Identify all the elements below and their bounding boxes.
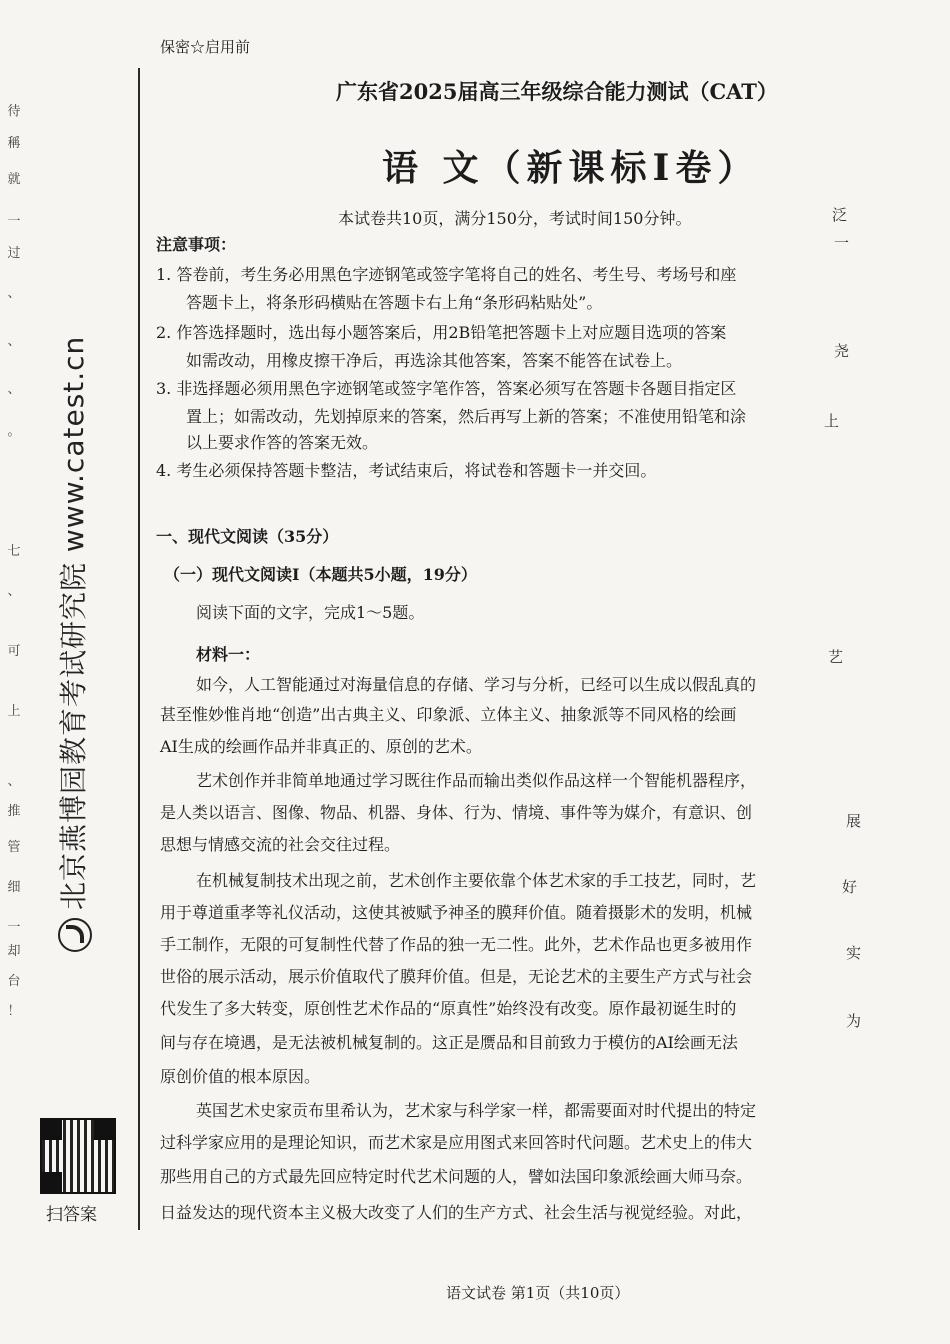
confidential-mark: 保密☆启用前 xyxy=(160,38,251,56)
passage-line: 如今，人工智能通过对海量信息的存储、学习与分析，已经可以生成以假乱真的 xyxy=(196,675,757,694)
passage-line: 在机械复制技术出现之前，艺术创作主要依靠个体艺术家的手工技艺，同时，艺 xyxy=(196,871,757,890)
passage-line: 是人类以语言、图像、物品、机器、身体、行为、情境、事件等为媒介，有意识、创 xyxy=(160,803,753,822)
right-edge-fragment: 好 xyxy=(842,878,858,896)
passage-line: 代发生了多大转变，原创性艺术作品的“原真性”始终没有改变。原作最初诞生时的 xyxy=(160,999,737,1018)
material-label: 材料一： xyxy=(196,645,261,664)
notes-item-2: 2. 作答选择题时，选出每小题答案后，用2B铅笔把答题卡上对应题目选项的答案 xyxy=(156,323,727,342)
left-edge-fragment: 可 xyxy=(7,644,21,659)
notes-item-3: 3. 非选择题必须用黑色字迹钢笔或签字笔作答，答案必须写在答题卡各题目指定区 xyxy=(156,379,737,398)
right-edge-fragment: 泛 xyxy=(832,206,848,224)
left-edge-fragment: ！ xyxy=(7,1004,21,1019)
left-edge-fragment: 、 xyxy=(7,286,21,301)
left-edge-fragment: 推 xyxy=(7,804,21,819)
left-edge-fragment: 上 xyxy=(7,704,21,719)
left-edge-fragment: 、 xyxy=(7,334,21,349)
institute-logo-icon xyxy=(58,918,92,952)
passage-line: 用于尊道重孝等礼仪活动，这使其被赋予神圣的膜拜价值。随着摄影术的发明，机械 xyxy=(160,903,753,922)
notes-item-4: 4. 考生必须保持答题卡整洁，考试结束后，将试卷和答题卡一并交回。 xyxy=(156,461,657,480)
passage-line: 思想与情感交流的社会交往过程。 xyxy=(160,835,401,854)
notes-item-1: 1. 答卷前，考生务必用黑色字迹钢笔或签字笔将自己的姓名、考生号、考场号和座 xyxy=(156,265,737,284)
left-edge-fragment: 。 xyxy=(7,424,21,439)
right-edge-fragment: 一 xyxy=(834,234,850,252)
right-edge-fragment: 尧 xyxy=(834,342,850,360)
passage-line: 过科学家应用的是理论知识，而艺术家是应用图式来回答时代问题。艺术史上的伟大 xyxy=(160,1133,753,1152)
passage-line: 世俗的展示活动，展示价值取代了膜拜价值。但是，无论艺术的主要生产方式与社会 xyxy=(160,967,753,986)
sub-section-heading: （一）现代文阅读Ⅰ（本题共5小题，19分） xyxy=(164,565,477,584)
watermark-text: 北京燕博园教育考试研究院 www.catest.cn xyxy=(57,335,90,910)
passage-line: 日益发达的现代资本主义极大改变了人们的生产方式、社会生活与视觉经验。对此， xyxy=(160,1203,753,1222)
passage-line: 英国艺术史家贡布里希认为，艺术家与科学家一样，都需要面对时代提出的特定 xyxy=(196,1101,757,1120)
exam-info: 本试卷共10页，满分150分，考试时间150分钟。 xyxy=(338,209,692,228)
passage-line: 原创价值的根本原因。 xyxy=(160,1067,321,1086)
left-edge-fragment: 却 xyxy=(7,944,21,959)
left-edge-fragment: 、 xyxy=(7,584,21,599)
notes-item-1-cont: 答题卡上，将条形码横贴在答题卡右上角“条形码粘贴处”。 xyxy=(186,293,603,312)
right-edge-fragment: 艺 xyxy=(828,648,844,666)
left-edge-fragment: 待 xyxy=(7,104,21,119)
left-edge-fragment: 、 xyxy=(7,382,21,397)
qr-code-icon[interactable] xyxy=(42,1120,114,1192)
reading-instruction: 阅读下面的文字，完成1～5题。 xyxy=(196,603,425,622)
passage-line: 间与存在境遇，是无法被机械复制的。这正是赝品和目前致力于模仿的AI绘画无法 xyxy=(160,1033,738,1052)
right-edge-fragment: 展 xyxy=(846,812,862,830)
right-edge-fragment: 为 xyxy=(846,1012,862,1030)
right-edge-fragment: 上 xyxy=(824,412,840,430)
page-footer: 语文试卷 第1页（共10页） xyxy=(446,1284,630,1302)
left-edge-fragment: 一 xyxy=(7,920,21,935)
notes-heading: 注意事项： xyxy=(156,235,237,254)
notes-item-2-cont: 如需改动，用橡皮擦干净后，再选涂其他答案，答案不能答在试卷上。 xyxy=(186,351,683,370)
passage-line: 甚至惟妙惟肖地“创造”出古典主义、印象派、立体主义、抽象派等不同风格的绘画 xyxy=(160,705,737,724)
subject-title: 语 文（新课标Ⅰ卷） xyxy=(382,147,760,189)
left-edge-fragment: 管 xyxy=(7,840,21,855)
side-watermark xyxy=(52,336,92,952)
left-edge-fragment: 、 xyxy=(7,774,21,789)
left-edge-fragment: 细 xyxy=(7,880,21,895)
qr-code-label: 扫答案 xyxy=(46,1205,97,1225)
left-edge-fragment: 一 xyxy=(7,214,21,229)
left-edge-fragment: 过 xyxy=(7,246,21,261)
passage-line: 手工制作，无限的可复制性代替了作品的独一无二性。此外，艺术作品也更多被用作 xyxy=(160,935,753,954)
margin-divider-line xyxy=(138,68,140,1230)
passage-line: AI生成的绘画作品并非真正的、原创的艺术。 xyxy=(160,737,482,756)
left-edge-fragment: 七 xyxy=(7,544,21,559)
left-edge-fragment: 就 xyxy=(7,172,21,187)
right-edge-fragment: 实 xyxy=(846,944,862,962)
left-edge-fragment: 稱 xyxy=(7,136,21,151)
section-heading: 一、现代文阅读（35分） xyxy=(156,527,339,546)
notes-item-3-cont2: 以上要求作答的答案无效。 xyxy=(186,433,379,452)
left-edge-fragment: 台 xyxy=(7,974,21,989)
exam-title: 广东省2025届高三年级综合能力测试（CAT） xyxy=(336,79,778,104)
passage-line: 那些用自己的方式最先回应特定时代艺术问题的人，譬如法国印象派绘画大师马奈。 xyxy=(160,1167,753,1186)
passage-line: 艺术创作并非简单地通过学习既往作品而输出类似作品这样一个智能机器程序， xyxy=(196,771,757,790)
notes-item-3-cont: 置上；如需改动，先划掉原来的答案，然后再写上新的答案；不准使用铅笔和涂 xyxy=(186,407,747,426)
